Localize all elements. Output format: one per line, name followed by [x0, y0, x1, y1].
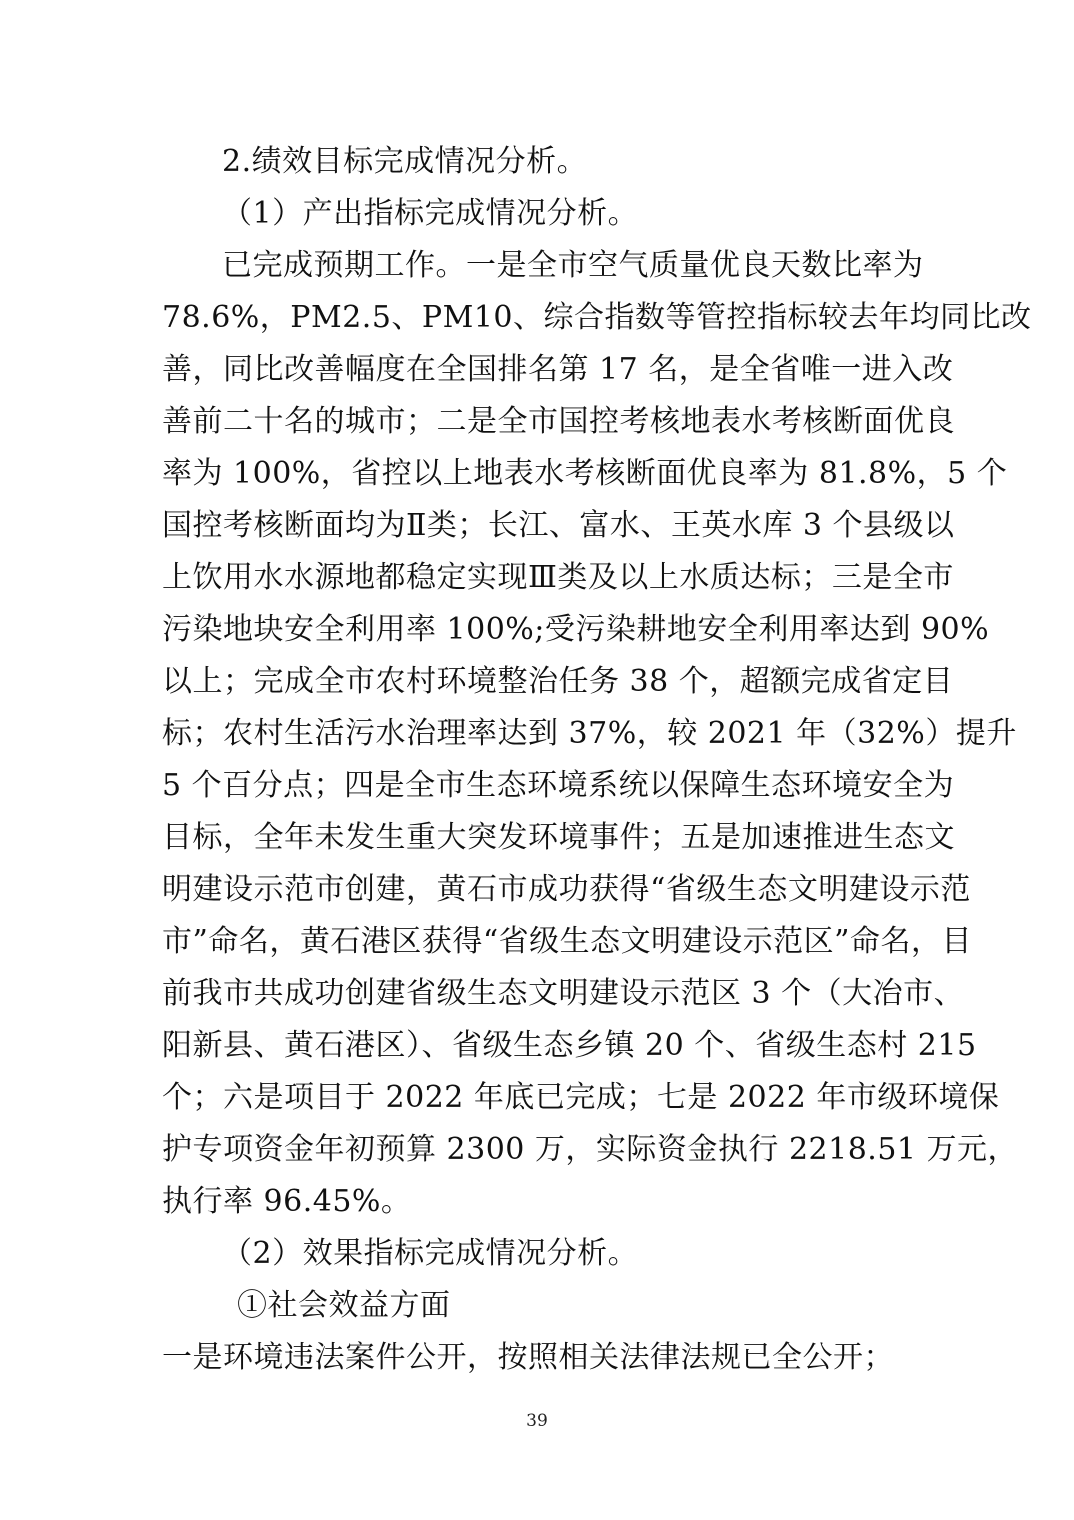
- paragraph-line: 善前二十名的城市；二是全市国控考核地表水考核断面优良: [162, 404, 955, 439]
- paragraph-line: 国控考核断面均为Ⅱ类；长江、富水、王英水库 3 个县级以: [162, 508, 955, 543]
- paragraph-line: 以上；完成全市农村环境整治任务 38 个，超额完成省定目: [162, 664, 954, 699]
- paragraph-line: 标；农村生活污水治理率达到 37%，较 2021 年（32%）提升: [162, 716, 1017, 751]
- paragraph-line: 前我市共成功创建省级生态文明建设示范区 3 个（大冶市、: [162, 976, 965, 1011]
- paragraph-line: 一是环境违法案件公开，按照相关法律法规已全公开；: [162, 1340, 894, 1375]
- paragraph-line: 上饮用水水源地都稳定实现Ⅲ类及以上水质达标；三是全市: [162, 560, 954, 595]
- subsection-heading-output: （1）产出指标完成情况分析。: [222, 196, 639, 231]
- paragraph-line: 市”命名，黄石港区获得“省级生态文明建设示范区”命名，目: [162, 924, 973, 959]
- paragraph-line: 善，同比改善幅度在全国排名第 17 名，是全省唯一进入改: [162, 352, 954, 387]
- paragraph-line: 阳新县、黄石港区）、省级生态乡镇 20 个、省级生态村 215: [162, 1028, 977, 1063]
- paragraph-line: 目标，全年未发生重大突发环境事件；五是加速推进生态文: [162, 820, 955, 855]
- paragraph-line: 执行率 96.45%。: [162, 1184, 412, 1219]
- paragraph-line: 率为 100%，省控以上地表水考核断面优良率为 81.8%，5 个: [162, 456, 1008, 491]
- paragraph-line: 78.6%，PM2.5、PM10、综合指数等管控指标较去年均同比改: [162, 300, 1032, 335]
- paragraph-line: 污染地块安全利用率 100%;受污染耕地安全利用率达到 90%: [162, 612, 990, 647]
- subsection-heading-effect: （2）效果指标完成情况分析。: [222, 1236, 639, 1271]
- page-number: 39: [526, 1411, 548, 1431]
- paragraph-line: 5 个百分点；四是全市生态环境系统以保障生态环境安全为: [162, 768, 955, 803]
- paragraph-line: 个；六是项目于 2022 年底已完成；七是 2022 年市级环境保: [162, 1080, 1000, 1115]
- section-heading: 2.绩效目标完成情况分析。: [222, 144, 588, 179]
- paragraph-line: 明建设示范市创建，黄石市成功获得“省级生态文明建设示范: [162, 872, 971, 907]
- paragraph-line: 护专项资金年初预算 2300 万，实际资金执行 2218.51 万元，: [162, 1132, 1019, 1167]
- paragraph-line: 已完成预期工作。一是全市空气质量优良天数比率为: [222, 248, 924, 283]
- sub-subsection-heading-social-benefit: ①社会效益方面: [237, 1288, 451, 1323]
